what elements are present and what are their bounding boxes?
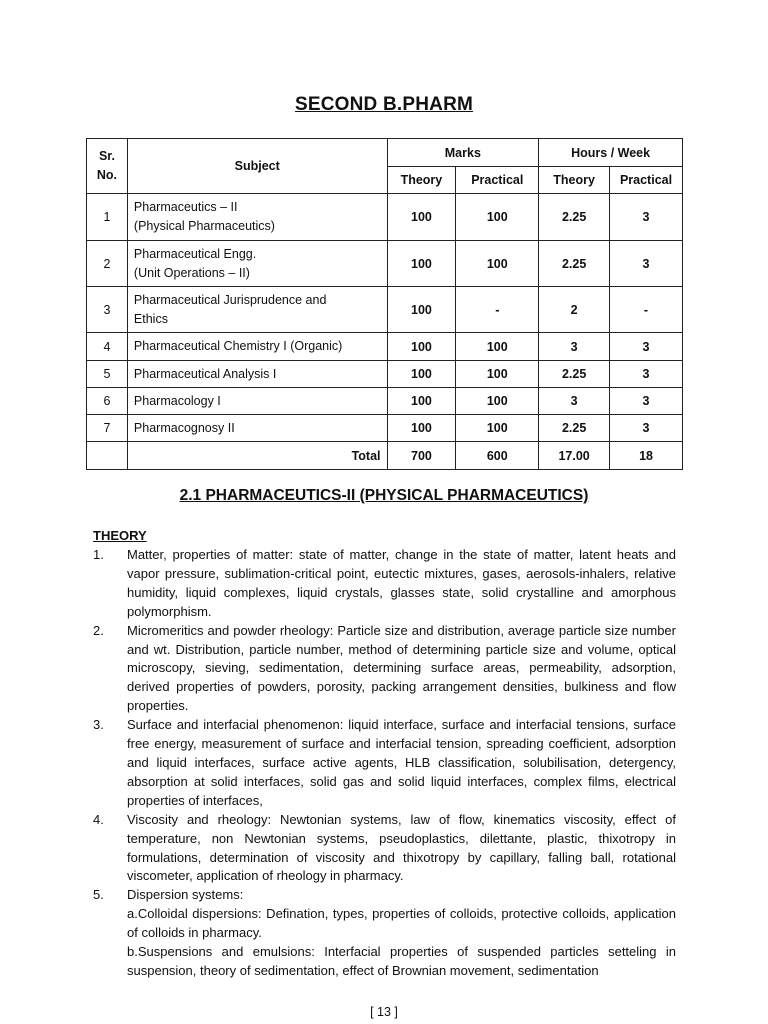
item-number: 3. — [93, 717, 104, 733]
row-marks-practical: 100 — [456, 388, 539, 415]
table-row — [87, 194, 683, 241]
row-subject: Pharmacognosy II — [127, 415, 387, 442]
list-item — [93, 811, 676, 887]
row-hours-practical: 3 — [610, 194, 683, 241]
row-hours-practical: 3 — [610, 388, 683, 415]
total-marks-theory: 700 — [387, 442, 456, 470]
row-hours-practical: 3 — [610, 415, 683, 442]
row-marks-theory: 100 — [387, 287, 456, 333]
total-label: Total — [127, 442, 387, 470]
row-marks-theory: 100 — [387, 361, 456, 388]
row-sr: 7 — [87, 415, 128, 442]
header-sr-no: Sr. No. — [87, 139, 128, 194]
page-title: SECOND B.PHARM — [294, 94, 474, 115]
table-row — [87, 361, 683, 388]
table-row — [87, 241, 683, 287]
subject-schedule-table — [86, 138, 683, 470]
header-marks-theory: Theory — [387, 167, 456, 194]
row-hours-theory: 2.25 — [539, 415, 610, 442]
row-hours-theory: 3 — [539, 333, 610, 361]
row-subject: Pharmaceutical Chemistry I (Organic) — [127, 333, 387, 361]
header-subject: Subject — [127, 139, 387, 194]
item-number: 5. — [93, 887, 104, 903]
subject-line: (Unit Operations – II) — [133, 265, 250, 280]
row-marks-practical: 100 — [456, 361, 539, 388]
row-hours-theory: 2.25 — [539, 241, 610, 287]
row-marks-practical: 100 — [456, 241, 539, 287]
total-hours-theory: 17.00 — [539, 442, 610, 470]
list-item — [93, 886, 676, 981]
row-marks-theory: 100 — [387, 241, 456, 287]
header-hours-practical: Practical — [610, 167, 683, 194]
theory-list — [93, 546, 676, 981]
item-text: Matter, properties of matter: state of matter, change in the state of matter, latent heats and vapor pressure, sublimation-critical point, eutectic mixtures, gases, aerosols-inhalers, relative humidity, liquid complexes, liquid crystals, glasses state, solid crystalline and amorphous polymorphism. — [127, 547, 676, 619]
row-subject: Pharmaceutical Analysis I — [127, 361, 387, 388]
row-hours-theory: 2.25 — [539, 361, 610, 388]
table-row — [87, 287, 683, 333]
header-hours-week: Hours / Week — [539, 139, 683, 167]
item-number: 2. — [93, 622, 104, 638]
section-title: 2.1 PHARMACEUTICS-II (PHYSICAL PHARMACEUTICS) — [179, 487, 589, 504]
row-hours-practical: 3 — [610, 361, 683, 388]
subject-line: Pharmaceutical Engg. — [133, 246, 257, 261]
row-sr: 4 — [87, 333, 128, 361]
item-text: Surface and interfacial phenomenon: liquid interface, surface and interfacial tensions, surface free energy, measurement of surface and interfacial tension, spreading coefficient, adsorption and liquid interfaces, surface active agents, HLB classification, solubilisation, detergency, absorption at solid interfaces, solid gas and solid liquid interfaces, complex films, electrical properties of interfaces, — [127, 717, 676, 808]
row-hours-theory: 3 — [539, 388, 610, 415]
row-hours-theory: 2 — [539, 287, 610, 333]
header-hours-theory: Theory — [539, 167, 610, 194]
total-marks-practical: 600 — [456, 442, 539, 470]
table-row — [87, 415, 683, 442]
page-number: [ 13 ] — [370, 1005, 398, 1019]
sub-item-a: a.Colloidal dispersions: Defination, types, properties of colloids, protective colloids, application of colloids in pharmacy. — [127, 906, 676, 941]
theory-heading: THEORY — [93, 528, 147, 543]
row-subject: Pharmacology I — [127, 388, 387, 415]
row-marks-practical: 100 — [456, 333, 539, 361]
header-marks: Marks — [387, 139, 539, 167]
row-hours-practical: - — [610, 287, 683, 333]
table-total-row — [87, 442, 683, 470]
row-marks-theory: 100 — [387, 415, 456, 442]
table-row — [87, 333, 683, 361]
item-text: Micromeritics and powder rheology: Particle size and distribution, average particle size number and wt. Distribution, particle number, method of determining particle size and volume, optical microscopy, sieving, sedimentation, determining surface areas, permeability, adsorption, derived properties of powders, porosity, packing arrangement densities, bulkiness and flow properties. — [127, 622, 676, 714]
row-sr: 2 — [87, 241, 128, 287]
row-subject — [127, 241, 387, 287]
row-hours-theory: 2.25 — [539, 194, 610, 241]
subject-line: Ethics — [133, 311, 168, 326]
header-marks-practical: Practical — [456, 167, 539, 194]
item-text: Dispersion systems: — [127, 887, 244, 903]
item-number: 4. — [93, 811, 104, 827]
row-subject — [127, 287, 387, 333]
subject-line: (Physical Pharmaceutics) — [133, 219, 275, 233]
list-item — [93, 622, 676, 717]
row-marks-practical: 100 — [456, 194, 539, 241]
list-item — [93, 546, 676, 622]
row-hours-practical: 3 — [610, 333, 683, 361]
row-marks-practical: 100 — [456, 415, 539, 442]
row-subject — [127, 194, 387, 241]
table-row — [87, 388, 683, 415]
total-sr-empty — [87, 442, 128, 470]
list-item — [93, 716, 676, 811]
item-number: 1. — [93, 547, 104, 562]
sub-item-b: b.Suspensions and emulsions: Interfacial properties of suspended particles setteling in suspension, theory of sedimentation, effect of Brownian movement, sedimentation — [127, 944, 676, 978]
subject-line: Pharmaceutics – II — [133, 200, 238, 214]
subject-line: Pharmaceutical Jurisprudence and — [133, 292, 327, 307]
row-sr: 1 — [87, 194, 128, 241]
row-sr: 3 — [87, 287, 128, 333]
row-sr: 6 — [87, 388, 128, 415]
item-text: Viscosity and rheology: Newtonian systems, law of flow, kinematics viscosity, effect of temperature, non Newtonian systems, pseudoplastics, dilettante, plastic, thixotropy in formulations, determination of viscosity and thixotropy by capillary, falling ball, rotational viscometer, application of rheology in pharmacy. — [127, 811, 676, 884]
total-hours-practical: 18 — [610, 442, 683, 470]
row-marks-practical: - — [456, 287, 539, 333]
row-hours-practical: 3 — [610, 241, 683, 287]
row-sr: 5 — [87, 361, 128, 388]
row-marks-theory: 100 — [387, 194, 456, 241]
row-marks-theory: 100 — [387, 388, 456, 415]
row-marks-theory: 100 — [387, 333, 456, 361]
